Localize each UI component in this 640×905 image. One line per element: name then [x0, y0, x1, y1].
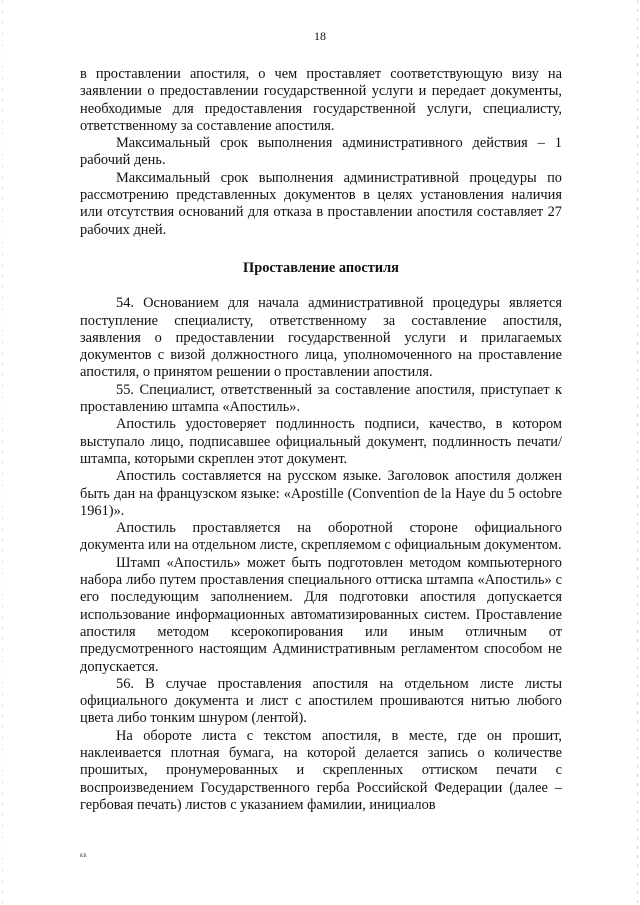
section-heading: Проставление апостиля: [243, 259, 399, 276]
document-body: [80, 66, 562, 814]
paragraph: На обороте листа с текстом апостиля, в месте, где он прошит, наклеивается плотная бумага, на которой делается запись о количестве прошитых, пронумерованных и скрепленных оттиском печати с воспроизведением Государственного герба Российской Федерации (далее – гербовая печать) листов с указанием фамилии, инициалов: [80, 727, 562, 813]
footer-mark: КВ: [80, 854, 87, 859]
paragraph: Апостиль проставляется на оборотной стороне официального документа или на отдельном листе, скрепляемом с официальным документом.: [80, 520, 562, 554]
scan-edge-left: [2, 0, 3, 905]
page-number: 18: [314, 29, 326, 43]
paragraph: Максимальный срок выполнения административного действия – 1 рабочий день.: [80, 135, 562, 169]
paragraph: 54. Основанием для начала административной процедуры является поступление специалисту, ответственному за составление апостиля, заявления о предоставлении государственной услуги и прилагаемых документов с визой должностного лица, уполномоченного на проставление апостиля, о принятом решении о проставлении апостиля.: [80, 295, 562, 381]
paragraph: 56. В случае проставления апостиля на отдельном листе листы официального документа и лист с апостилем прошиваются нитью любого цвета либо тонким шнуром (лентой).: [80, 675, 562, 727]
paragraph: Штамп «Апостиль» может быть подготовлен методом компьютерного набора либо путем проставления специального оттиска штампа «Апостиль» с его последующим заполнением. Для подготовки апостиля допускается использование информационных автоматизированных систем. Проставление апостиля методом ксерокопирования или иным отличным от предусмотренного настоящим Административным регламентом способом не допускается.: [80, 554, 562, 675]
paragraph: Апостиль составляется на русском языке. Заголовок апостиля должен быть дан на французском языке: «Apostille (Convention de la Haye du 5 octobre 1961)».: [80, 468, 562, 519]
scan-edge-right: [637, 0, 638, 905]
paragraph: в проставлении апостиля, о чем проставляет соответствующую визу на заявлении о предоставлении государственной услуги и передает документы, необходимые для предоставления государственной услуги, специалисту, ответственному за составление апостиля.: [80, 66, 562, 134]
paragraph: 55. Специалист, ответственный за составление апостиля, приступает к проставлению штампа «Апостиль».: [80, 381, 562, 416]
paragraph: Апостиль удостоверяет подлинность подписи, качество, в котором выступало лицо, подписавшее официальный документ, подлинность печати/штампа, которыми скреплен этот документ.: [80, 416, 562, 467]
paragraph: Максимальный срок выполнения административной процедуры по рассмотрению представленных документов в целях установления наличия или отсутствия оснований для отказа в проставлении апостиля составляет 27 рабочих дней.: [80, 169, 562, 238]
